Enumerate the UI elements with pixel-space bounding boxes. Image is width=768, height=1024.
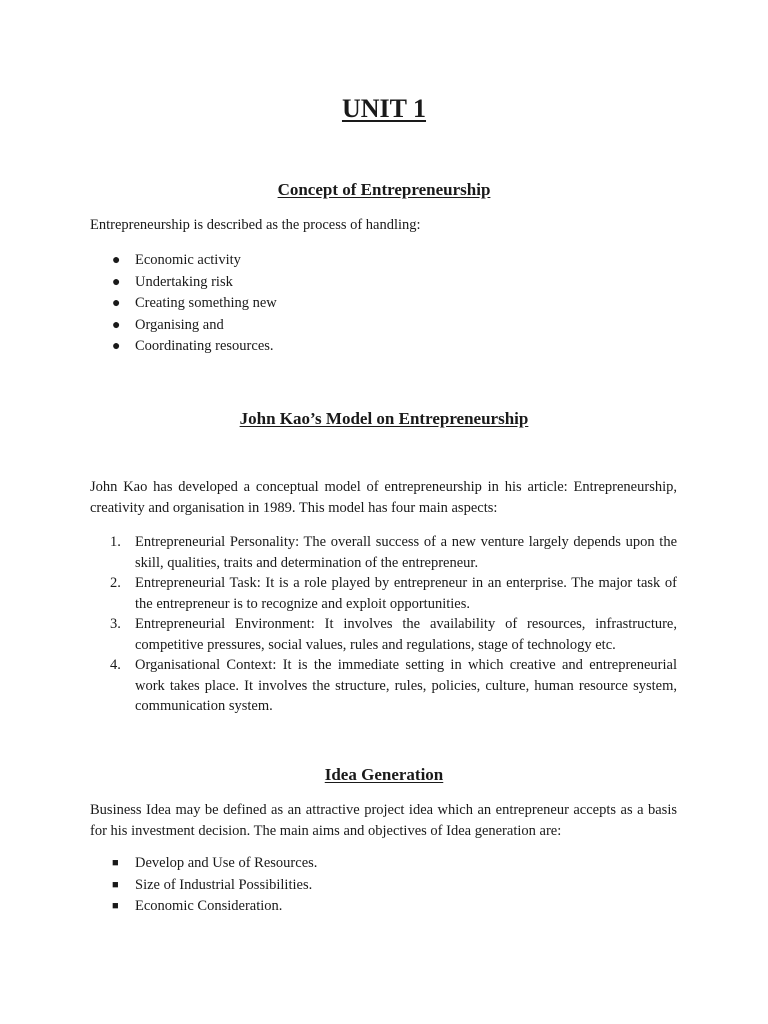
list-item-text: Entrepreneurial Task: It is a role played by entrepreneur in an enterprise. The major task of the entrepreneur is to recognize and exploit opportunities. [135, 575, 677, 612]
list-item-text: Coordinating resources. [135, 338, 274, 354]
list-item-text: Entrepreneurial Personality: The overall success of a new venture largely depends upon the skill, qualities, traits and determination of the entrepreneur. [135, 534, 677, 571]
idea-intro: Business Idea may be defined as an attractive project idea which an entrepreneur accepts as a basis for his investment decision. The main aims and objectives of Idea generation are: [90, 802, 677, 839]
kao-aspects-list [90, 532, 677, 717]
list-item-text: Size of Industrial Possibilities. [135, 876, 313, 893]
list-item-number: 3. [110, 616, 121, 632]
section-heading-kao-model: John Kao’s Model on Entrepreneurship [239, 409, 529, 428]
list-item [90, 250, 677, 272]
list-item [90, 532, 677, 573]
square-bullet-icon: ■ [112, 900, 119, 912]
list-item-text: Entrepreneurial Environment: It involves the availability of resources, infrastructure, competitive pressures, social values, rules and regulations, stage of technology etc. [135, 616, 677, 653]
bullet-icon: ● [112, 339, 121, 354]
list-item-text: Undertaking risk [135, 273, 233, 290]
concept-intro: Entrepreneurship is described as the process of handling: [90, 217, 421, 233]
section-heading-concept: Concept of Entrepreneurship [277, 180, 491, 199]
unit-title: UNIT 1 [341, 94, 427, 123]
list-item-text: Economic activity [135, 252, 241, 268]
list-item [90, 293, 677, 315]
idea-bullet-list [90, 853, 677, 918]
list-item [90, 853, 677, 875]
list-item [90, 272, 677, 294]
list-item [90, 655, 677, 717]
list-item [90, 896, 677, 918]
list-item-text: Organising and [135, 316, 224, 333]
list-item [90, 614, 677, 655]
list-item [90, 315, 677, 337]
bullet-icon: ● [112, 296, 121, 311]
list-item-number: 4. [110, 657, 121, 673]
list-item-number: 1. [110, 534, 121, 550]
list-item-text: Creating something new [135, 295, 277, 311]
bullet-icon: ● [112, 317, 121, 333]
list-item [90, 875, 677, 897]
section-heading-idea-generation: Idea Generation [324, 765, 444, 784]
list-item-number: 2. [110, 575, 121, 591]
bullet-icon: ● [112, 274, 121, 290]
concept-bullet-list [90, 250, 677, 358]
square-bullet-icon: ■ [112, 857, 119, 869]
list-item [90, 336, 677, 358]
list-item [90, 573, 677, 614]
list-item-text: Develop and Use of Resources. [135, 855, 318, 871]
list-item-text: Economic Consideration. [135, 898, 283, 914]
square-bullet-icon: ■ [112, 878, 119, 891]
kao-intro: John Kao has developed a conceptual model of entrepreneurship in his article: Entrepreneurship, creativity and organisation in 1989. This model has four main aspects: [90, 479, 677, 516]
list-item-text: Organisational Context: It is the immediate setting in which creative and entrepreneurial work takes place. It involves the structure, rules, policies, culture, human resource system, communication system. [135, 657, 677, 714]
bullet-icon: ● [112, 253, 121, 268]
